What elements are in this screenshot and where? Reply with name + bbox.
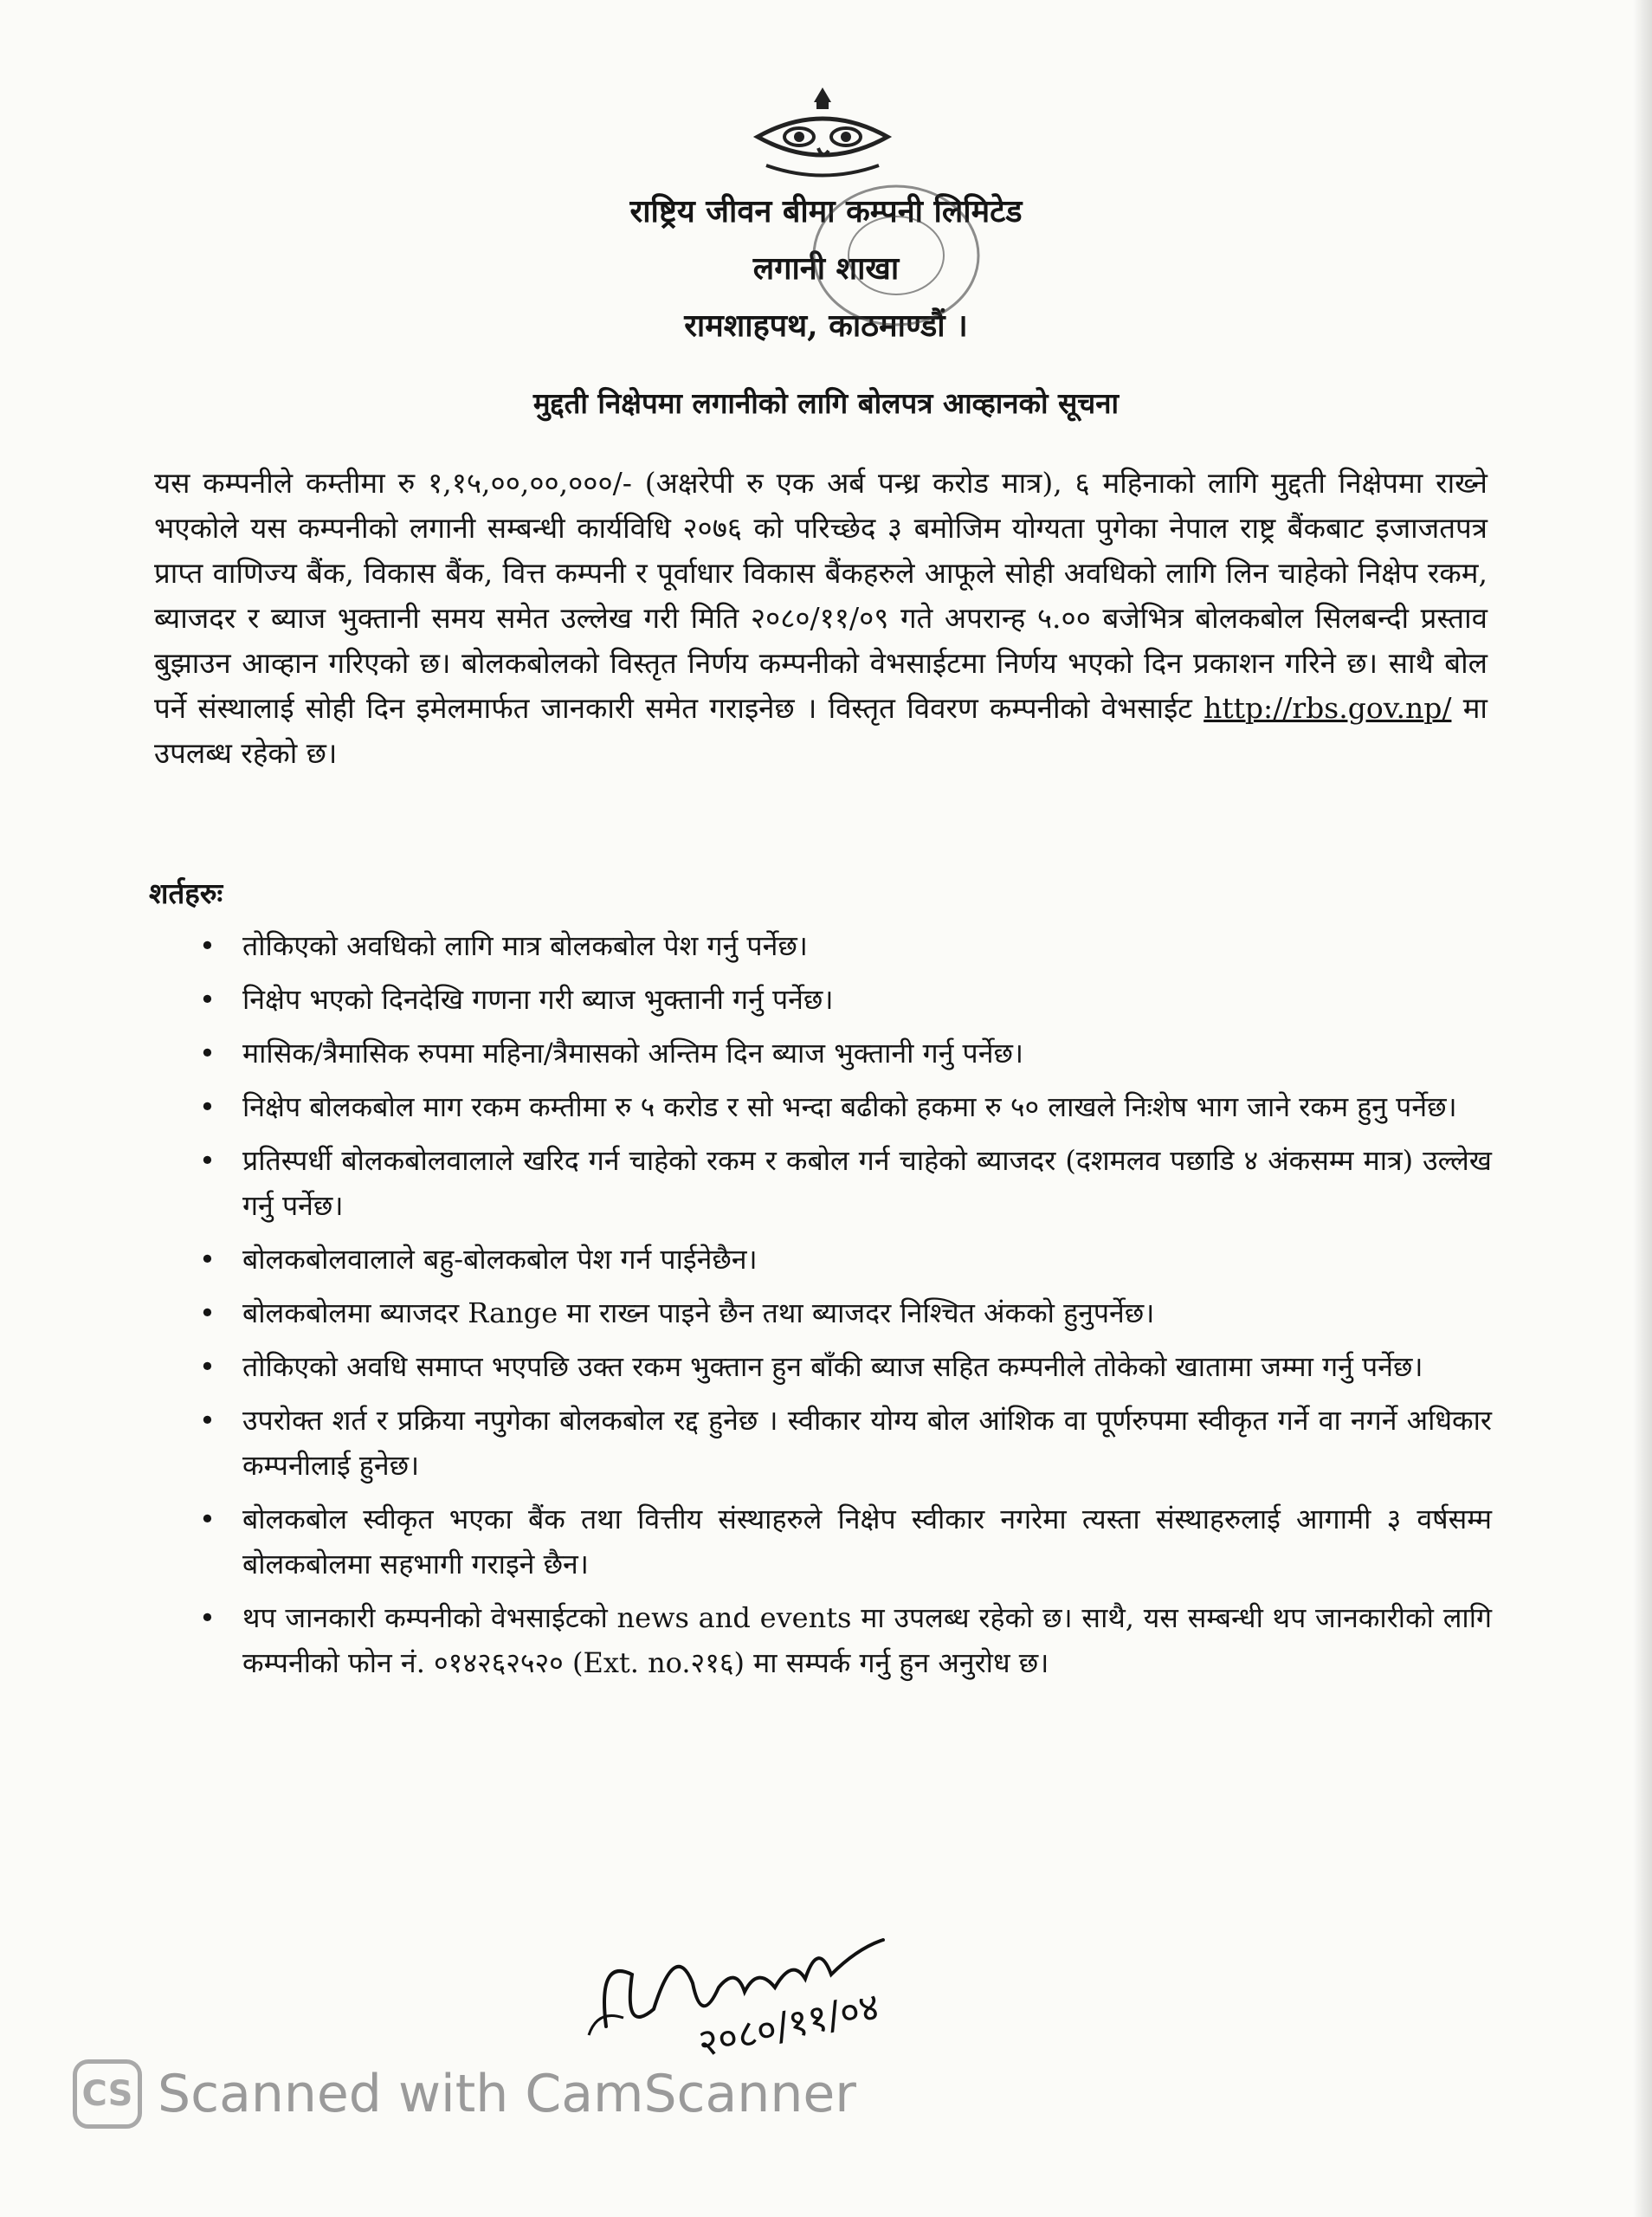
camscanner-logo-icon: CS: [73, 2059, 142, 2129]
list-item: [154, 923, 1492, 968]
list-item: [154, 1290, 1492, 1335]
organization-address: रामशाहपथ, काठमाण्डौं ।: [684, 307, 968, 344]
conditions-list: [154, 923, 1492, 1694]
condition-text: निक्षेप बोलकबोल माग रकम कम्तीमा रु ५ करोड र सो भन्दा बढीको हकमा रु ५० लाखले निःशेष भाग जाने रकम हुनु पर्नेछ।: [242, 1090, 1457, 1123]
condition-text: तोकिएको अवधि समाप्त भएपछि उक्त रकम भुक्तान हुन बाँकी ब्याज सहित कम्पनीले तोकेको खातामा जम्मा गर्नु पर्नेछ।: [242, 1350, 1423, 1383]
handwritten-signature: [571, 1905, 970, 2070]
bullet-icon: •: [199, 1037, 216, 1070]
condition-text: तोकिएको अवधिको लागि मात्र बोलकबोल पेश गर्नु पर्नेछ।: [242, 929, 808, 962]
condition-text: बोलकबोलमा ब्याजदर Range मा राख्न पाइने छैन तथा ब्याजदर निश्चित अंकको हुनुपर्नेछ।: [242, 1296, 1155, 1329]
condition-text: बोलकबोलवालाले बहु-बोलकबोल पेश गर्न पाईनेछैन।: [242, 1243, 758, 1276]
signature-date: २०८०/११/०४: [694, 1984, 884, 2066]
condition-text: मासिक/त्रैमासिक रुपमा महिना/त्रैमासको अन्तिम दिन ब्याज भुक्तानी गर्नु पर्नेछ।: [242, 1037, 1024, 1070]
notice-body-text: यस कम्पनीले कम्तीमा रु १,१५,००,००,०००/- (अक्षरेपी रु एक अर्ब पन्ध्र करोड मात्र), ६ महिनाको लागि मुद्दती निक्षेपमा राख्ने भएकोले यस कम्पनीको लगानी सम्बन्धी कार्यविधि २०७६ को परिच्छेद ३ बमोजिम योग्यता पुगेका नेपाल राष्ट्र बैंकबाट इजाजतपत्र प्राप्त वाणिज्य बैंक, विकास बैंक, वित्त कम्पनी र पूर्वाधार विकास बैंकहरुले आफूले सोही अवधिको लागि लिन चाहेको निक्षेप रकम, ब्याजदर र ब्याज भुक्तानी समय समेत उल्लेख गरी मिति २०८०/११/०९ गते अपरान्ह ५.०० बजेभित्र बोलकबोल सिलबन्दी प्रस्ताव बुझाउन आव्हान गरिएको छ। बोलकबोलको विस्तृत निर्णय कम्पनीको वेभसाईटमा निर्णय भएको दिन प्रकाशन गरिने छ। साथै बोल पर्ने संस्थालाई सोही दिन इमेलमार्फत जानकारी समेत गराइनेछ । विस्तृत विवरण कम्पनीको वेभसाईट: [154, 466, 1487, 725]
company-logo-icon: [749, 83, 896, 187]
bullet-icon: •: [199, 1296, 216, 1329]
bullet-icon: •: [199, 1144, 216, 1177]
list-item: [154, 1031, 1492, 1076]
list-item: [154, 1237, 1492, 1282]
list-item: [154, 1344, 1492, 1389]
condition-text: प्रतिस्पर्धी बोलकबोलवालाले खरिद गर्न चाहेको रकम र कबोल गर्न चाहेको ब्याजदर (दशमलव पछाडि ४ अंकसम्म मात्र) उल्लेख गर्नु पर्नेछ।: [242, 1144, 1492, 1222]
condition-text: थप जानकारी कम्पनीको वेभसाईटको news and events मा उपलब्ध रहेको छ। साथै, यस सम्बन्धी थप जानकारीको लागि कम्पनीको फोन नं. ०१४२६२५२० (Ext. no.२१६) मा सम्पर्क गर्नु हुन अनुरोध छ।: [242, 1601, 1492, 1679]
organization-name: राष्ट्रिय जीवन बीमा कम्पनी लिमिटेड: [629, 193, 1023, 229]
condition-text: निक्षेप भएको दिनदेखि गणना गरी ब्याज भुक्तानी गर्नु पर्नेछ।: [242, 983, 834, 1016]
notice-body-text-end: मा उपलब्ध रहेको छ।: [154, 691, 1487, 770]
official-stamp-icon: [805, 178, 987, 333]
list-item: [154, 1138, 1492, 1228]
bullet-icon: •: [199, 929, 216, 962]
bullet-icon: •: [199, 983, 216, 1016]
department-name: लगानी शाखा: [752, 250, 900, 287]
bullet-icon: •: [199, 1503, 216, 1535]
list-item: [154, 1084, 1492, 1129]
condition-text: बोलकबोल स्वीकृत भएका बैंक तथा वित्तीय संस्थाहरुले निक्षेप स्वीकार नगरेमा त्यस्ता संस्थाहरुलाई आगामी ३ वर्षसम्म बोलकबोलमा सहभागी गराइने छैन।: [242, 1503, 1492, 1580]
bullet-icon: •: [199, 1243, 216, 1276]
bullet-icon: •: [199, 1404, 216, 1437]
list-item: [154, 977, 1492, 1022]
list-item: [154, 1398, 1492, 1488]
condition-text: उपरोक्त शर्त र प्रक्रिया नपुगेका बोलकबोल रद्द हुनेछ । स्वीकार योग्य बोल आंशिक वा पूर्णरुपमा स्वीकृत गर्ने वा नगर्ने अधिकार कम्पनीलाई हुनेछ।: [242, 1404, 1492, 1482]
list-item: [154, 1496, 1492, 1587]
notice-body: [154, 461, 1487, 776]
conditions-heading: शर्तहरुः: [149, 876, 223, 910]
website-link[interactable]: http://rbs.gov.np/: [1204, 691, 1452, 725]
notice-title: मुद्दती निक्षेपमा लगानीको लागि बोलपत्र आव्हानको सूचना: [532, 386, 1120, 420]
scanner-watermark: [73, 2059, 856, 2129]
bullet-icon: •: [199, 1601, 216, 1634]
bullet-icon: •: [199, 1350, 216, 1383]
list-item: [154, 1595, 1492, 1685]
bullet-icon: •: [199, 1090, 216, 1123]
watermark-text: Scanned with CamScanner: [158, 2064, 856, 2124]
